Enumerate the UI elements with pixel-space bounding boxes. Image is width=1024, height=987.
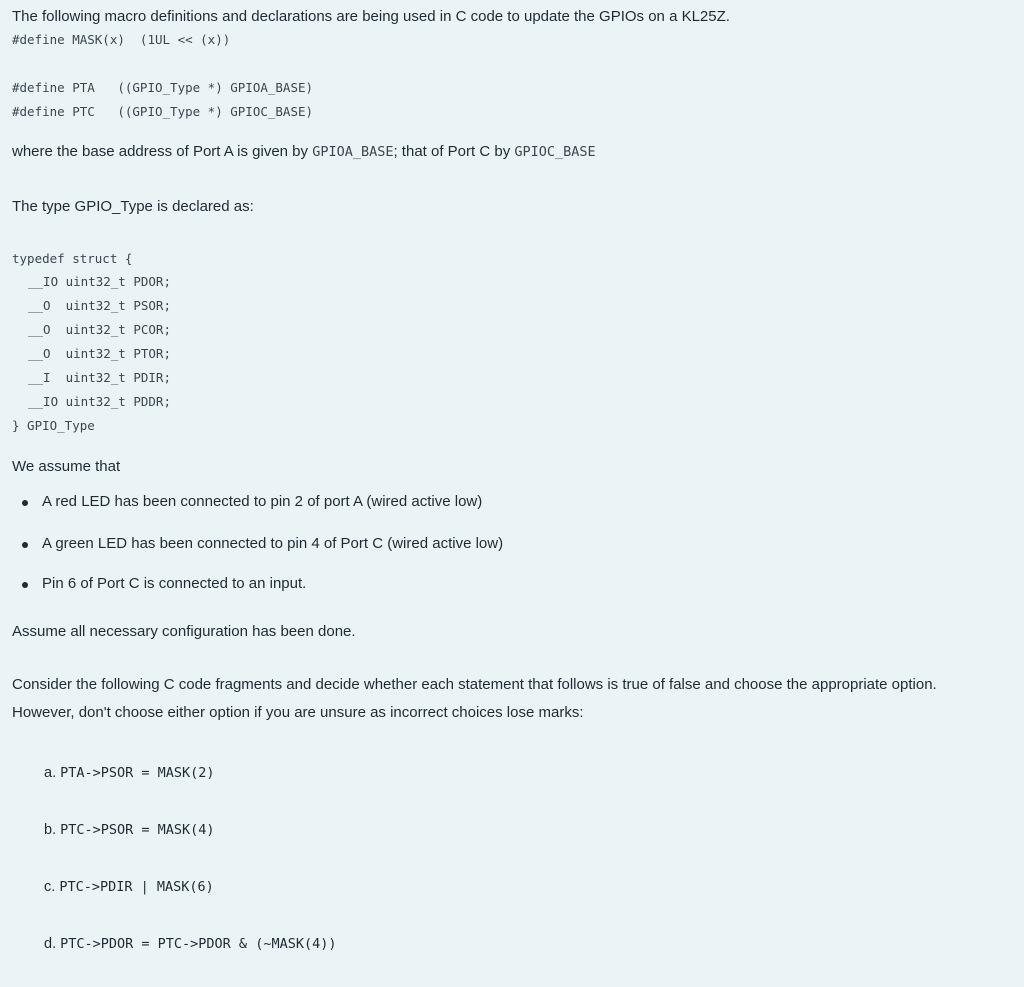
bullet-dot	[22, 542, 28, 548]
intro-text: The following macro definitions and declarations are being used in C code to update the GPIOs on a KL25Z.	[12, 8, 730, 25]
assumption-input-pin: Pin 6 of Port C is connected to an input.	[42, 575, 307, 592]
option-code: PTC->PDIR | MASK(6)	[59, 879, 214, 895]
option-code: PTC->PDOR = PTC->PDOR & (~MASK(4))	[60, 936, 337, 952]
base-address-prefix: where the base address of Port A is given by	[12, 143, 313, 160]
option-code: PTC->PSOR = MASK(4)	[60, 822, 215, 838]
instructions-line-2: However, don't choose either option if you are unsure as incorrect choices lose marks:	[12, 704, 584, 721]
base-address-middle: ; that of Port C by	[393, 143, 515, 160]
assumption-green-led: A green LED has been connected to pin 4 of Port C (wired active low)	[42, 535, 504, 552]
struct-field: __IO uint32_t PDDR;	[28, 394, 171, 409]
macro-mask: #define MASK(x) (1UL << (x))	[12, 32, 231, 47]
option-d	[44, 936, 336, 952]
bullet-dot	[22, 500, 28, 506]
option-label: c.	[44, 879, 56, 895]
struct-field: __O uint32_t PSOR;	[28, 298, 171, 313]
config-note: Assume all necessary configuration has been done.	[12, 623, 356, 640]
base-address-text	[12, 143, 596, 160]
type-decl-intro: The type GPIO_Type is declared as:	[12, 198, 254, 215]
struct-open: typedef struct {	[12, 251, 133, 266]
option-label: d.	[44, 936, 57, 952]
macro-ptc: #define PTC ((GPIO_Type *) GPIOC_BASE)	[12, 104, 314, 119]
struct-field: __I uint32_t PDIR;	[28, 370, 171, 385]
option-c	[44, 879, 214, 895]
option-code: PTA->PSOR = MASK(2)	[60, 765, 215, 781]
portc-base-code: GPIOC_BASE	[514, 144, 596, 160]
option-b	[44, 822, 215, 838]
struct-close: } GPIO_Type	[12, 418, 95, 433]
bullet-dot	[22, 582, 28, 588]
assumption-red-led: A red LED has been connected to pin 2 of port A (wired active low)	[42, 493, 483, 510]
option-label: b.	[44, 822, 57, 838]
assume-intro: We assume that	[12, 458, 121, 475]
option-label: a.	[44, 765, 57, 781]
struct-field: __IO uint32_t PDOR;	[28, 274, 171, 289]
instructions-line-1: Consider the following C code fragments and decide whether each statement that follows is true of false and choose the appropriate option.	[12, 676, 937, 693]
struct-field: __O uint32_t PCOR;	[28, 322, 171, 337]
macro-pta: #define PTA ((GPIO_Type *) GPIOA_BASE)	[12, 80, 314, 95]
option-a	[44, 765, 215, 781]
struct-field: __O uint32_t PTOR;	[28, 346, 171, 361]
porta-base-code: GPIOA_BASE	[312, 144, 394, 160]
